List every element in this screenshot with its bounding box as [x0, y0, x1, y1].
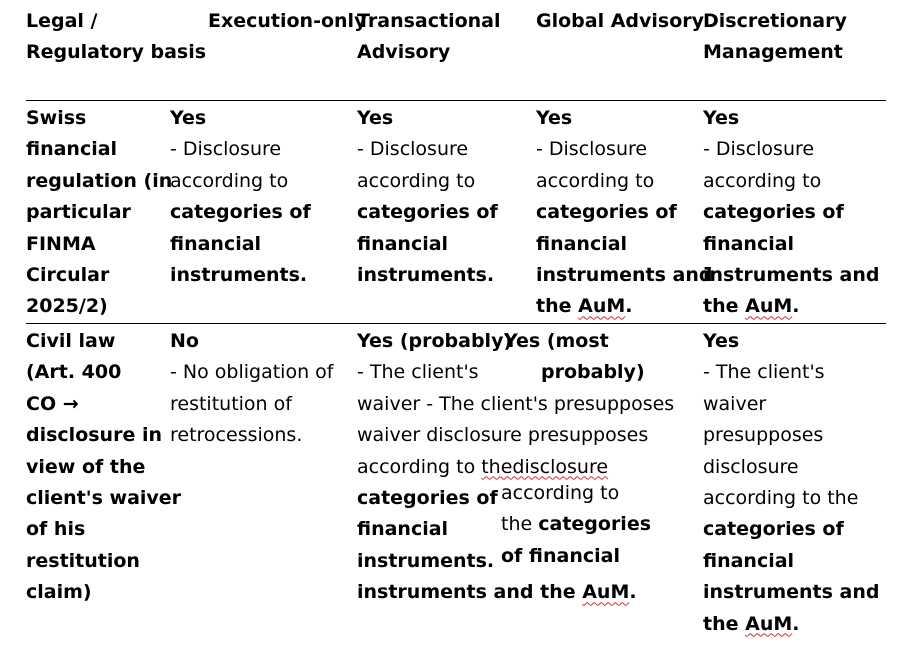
header-divider: [26, 100, 886, 101]
cell-line: financial: [703, 232, 795, 255]
row2-discretionary-cell: [703, 326, 880, 640]
row-divider: [26, 323, 886, 324]
cell-line: categories of: [703, 518, 844, 541]
text-run: the: [703, 295, 746, 318]
cell-line: according to: [536, 169, 655, 192]
cell-line: categories of: [357, 201, 498, 224]
spellcheck-underlined-text: AuM: [745, 612, 793, 635]
cell-line: instruments and: [703, 581, 880, 604]
row1-transactional-cell: [357, 103, 498, 291]
row2-label: [26, 326, 181, 609]
text-run: .: [792, 295, 800, 318]
cell-line: categories of: [536, 201, 677, 224]
cell-line: categories of: [703, 201, 844, 224]
cell-line: according to: [501, 482, 620, 504]
cell-line: financial: [357, 518, 449, 541]
header-execution-only: [208, 6, 366, 37]
cell-line: restitution of: [170, 392, 292, 415]
cell-line: [357, 577, 674, 608]
answer-text: Yes: [703, 107, 740, 129]
header-discretionary-line: Discretionary: [703, 10, 847, 32]
cell-line: instruments and: [536, 264, 713, 287]
cell-line: instruments.: [357, 264, 495, 287]
header-execution-line: Execution-only: [208, 10, 367, 32]
cell-line: instruments.: [170, 264, 308, 287]
row2-label-line: Civil law: [26, 330, 116, 352]
cell-line: [703, 291, 880, 322]
cell-line: - The client's: [703, 361, 825, 384]
header-discretionary-management: [703, 6, 847, 69]
header-global-advisory: [536, 6, 704, 37]
row2-label-line: claim): [26, 581, 92, 604]
header-basis-line: Legal /: [26, 10, 98, 32]
row1-label: [26, 103, 172, 323]
cell-line: waiver: [703, 392, 767, 415]
answer-text: probably): [541, 361, 645, 383]
cell-line: of financial: [501, 544, 621, 567]
text-run: .: [629, 581, 637, 604]
text-run: the: [501, 513, 539, 536]
header-discretionary-line: Management: [703, 41, 843, 64]
row1-label-line: 2025/2): [26, 295, 108, 318]
header-transactional-line: Transactional: [357, 10, 501, 32]
header-global-line: Global Advisory: [536, 10, 705, 32]
answer-text: No: [170, 330, 199, 352]
cell-line: retrocessions.: [170, 424, 303, 447]
cell-line: according to the: [703, 487, 859, 510]
row2-execution-cell: [170, 326, 333, 452]
cell-line: according to: [703, 169, 822, 192]
header-basis: [26, 6, 206, 69]
row1-label-line: financial: [26, 138, 118, 161]
row2-global-answer-cont: [541, 357, 645, 388]
row1-label-line: Swiss: [26, 107, 87, 129]
cell-line: financial: [170, 232, 262, 255]
row1-global-cell: [536, 103, 713, 323]
cell-line: financial: [703, 549, 795, 572]
answer-text: Yes: [357, 107, 394, 129]
cell-line: instruments.: [357, 549, 495, 572]
header-transactional-advisory: [357, 6, 501, 69]
spellcheck-underlined-text: AuM: [582, 581, 630, 604]
row1-label-line: particular: [26, 201, 131, 224]
text-run: the: [536, 295, 579, 318]
row1-label-line: Circular: [26, 264, 110, 287]
cell-line: disclosure: [703, 455, 799, 478]
cell-line: according to: [357, 169, 476, 192]
row1-label-line: regulation (in: [26, 169, 173, 192]
header-basis-line: Regulatory basis: [26, 41, 207, 64]
text-run: .: [625, 295, 633, 318]
answer-text: Yes: [536, 107, 573, 129]
cell-line: [536, 291, 713, 322]
row2-global-cell: [501, 478, 651, 572]
header-transactional-line: Advisory: [357, 41, 451, 64]
cell-line: - The client's: [357, 361, 479, 384]
cell-line: - Disclosure: [703, 138, 815, 161]
cell-line: waiver - The client's presupposes: [357, 392, 675, 415]
spellcheck-underlined-text: thedisclosure: [481, 455, 609, 478]
row2-label-line: disclosure in: [26, 424, 162, 447]
text-run: categories: [538, 513, 652, 536]
row2-label-line: (Art. 400: [26, 361, 122, 384]
row1-execution-cell: [170, 103, 311, 291]
cell-line: [703, 609, 880, 640]
cell-line: financial: [536, 232, 628, 255]
cell-line: categories of: [170, 201, 311, 224]
cell-line: financial: [357, 232, 449, 255]
text-run: instruments and the: [357, 581, 583, 604]
cell-line: instruments and: [703, 264, 880, 287]
text-run: the: [703, 612, 746, 635]
row1-discretionary-cell: [703, 103, 880, 323]
answer-text: Yes: [703, 330, 740, 352]
cell-line: according to: [170, 169, 289, 192]
cell-line: - Disclosure: [170, 138, 282, 161]
spellcheck-underlined-text: AuM: [578, 295, 626, 318]
spellcheck-underlined-text: AuM: [745, 295, 793, 318]
cell-line: - Disclosure: [536, 138, 648, 161]
cell-line: - Disclosure: [357, 138, 469, 161]
answer-text: Yes (most: [504, 330, 609, 352]
row1-label-line: FINMA: [26, 232, 96, 255]
cell-line: presupposes: [703, 424, 824, 447]
answer-text: Yes: [170, 107, 207, 129]
cell-line: [501, 509, 651, 540]
cell-line: categories of: [357, 487, 498, 510]
answer-text: Yes (probably): [357, 330, 513, 352]
cell-line: waiver disclosure presupposes: [357, 424, 649, 447]
text-run: according to: [357, 455, 482, 478]
cell-line: - No obligation of: [170, 361, 334, 384]
row2-label-line: view of the: [26, 455, 146, 478]
row2-global-answer: [504, 326, 609, 357]
row2-label-line: restitution: [26, 549, 140, 572]
text-run: .: [792, 612, 800, 635]
row2-label-line: client's waiver: [26, 487, 182, 510]
row2-label-line: CO →: [26, 392, 79, 415]
row2-label-line: of his: [26, 518, 86, 541]
